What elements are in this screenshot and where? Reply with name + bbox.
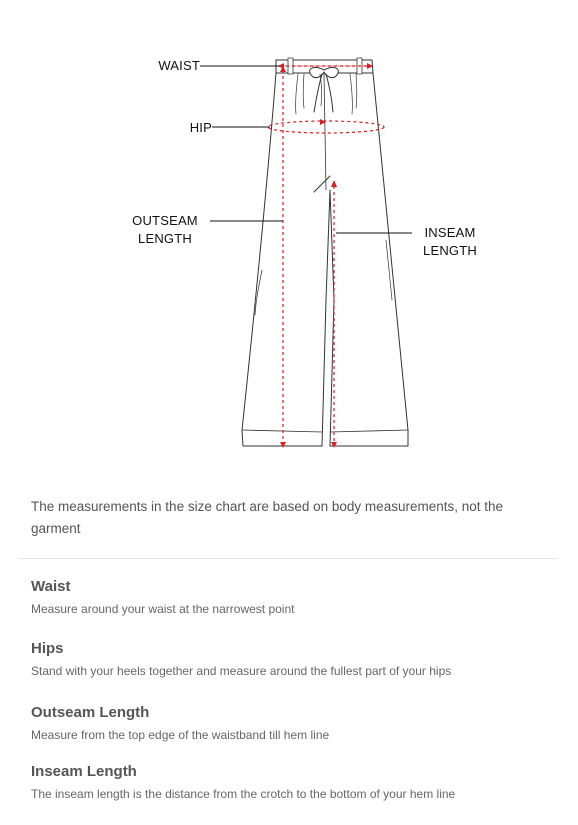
section-hips [31, 639, 561, 680]
section-waist [31, 577, 561, 618]
inseam-arrow-bottom [331, 442, 337, 448]
section-heading: Outseam Length [31, 704, 150, 721]
section-heading: Inseam Length [31, 763, 137, 780]
section-heading: Hips [31, 640, 64, 657]
section-heading: Waist [31, 578, 71, 595]
hip-callout [172, 119, 212, 137]
section-description: Stand with your heels together and measure around the fullest part of your hips [31, 664, 452, 678]
inseam-callout-line1: INSEAM [424, 225, 476, 240]
divider [18, 558, 558, 559]
section-description: Measure around your waist at the narrowest point [31, 602, 295, 616]
hip-measure-ellipse [268, 121, 384, 133]
inseam-arrow-top [331, 180, 337, 187]
outseam-callout-line1: OUTSEAM [132, 213, 198, 228]
section-description: The inseam length is the distance from the crotch to the bottom of your hem line [31, 787, 456, 801]
outseam-callout [120, 212, 210, 248]
waist-callout [140, 57, 200, 75]
size-chart-note: The measurements in the size chart are based on body measurements, not the garment [31, 499, 504, 536]
inseam-callout-line2: LENGTH [423, 243, 477, 258]
section-outseam-length [31, 703, 561, 744]
outseam-callout-line2: LENGTH [138, 231, 192, 246]
inseam-callout [410, 224, 490, 260]
hip-callout-label: HIP [189, 120, 212, 135]
waist-callout-label: WAIST [158, 58, 200, 73]
section-inseam-length [31, 762, 561, 803]
section-description: Measure from the top edge of the waistband till hem line [31, 728, 330, 742]
outseam-arrow-bottom [280, 442, 286, 448]
